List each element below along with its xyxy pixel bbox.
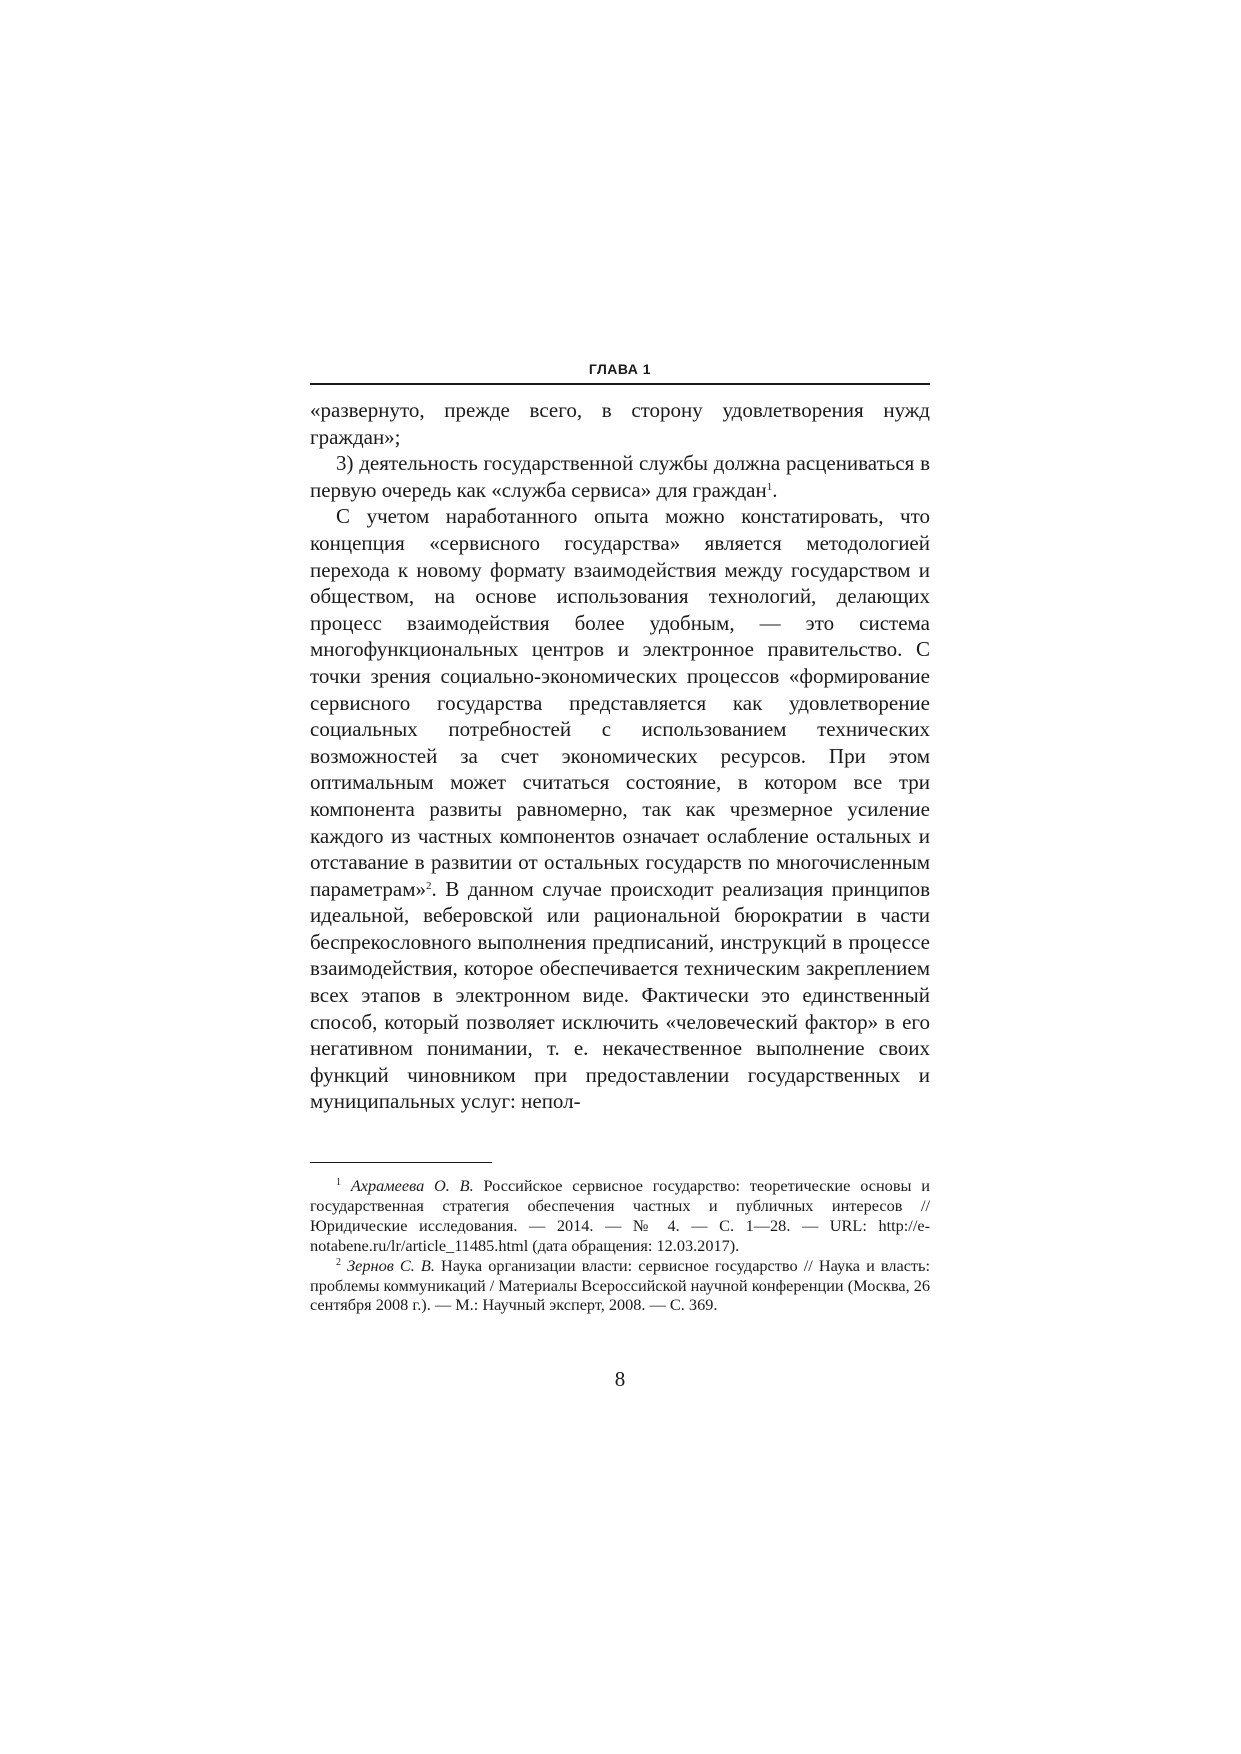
footnote-ref-2: 2 (426, 879, 432, 892)
footnote-separator (310, 1162, 492, 1163)
running-head: ГЛАВА 1 (588, 361, 652, 377)
header-rule (310, 383, 930, 385)
footnote-author: Зернов С. В. (347, 1255, 435, 1275)
footnote-2 (310, 1256, 930, 1316)
footnote-number: 1 (336, 1177, 341, 1188)
paragraph-continuation: «развернуто, прежде всего, в сторону удовлетворения нужд граждан»; (310, 398, 930, 449)
footnote-text: Российское сервисное государство: теоретические основы и государственная стратегия обеспечения частных и публичных интересов // Юридические исследования. — 2014. — № 4. — С. 1—28. — URL: http://e-notabene.ru/lr/article_11485.html (дата обращения: 12.03.2017). (310, 1176, 930, 1255)
footnotes (310, 1176, 930, 1315)
footnote-author: Ахрамеева О. В. (350, 1176, 474, 1195)
footnote-ref-1: 1 (766, 480, 773, 493)
page-number: 8 (614, 1367, 626, 1391)
paragraph-text-a: С учетом наработанного опыта можно констатировать, что концепция «сервисного государства» является методологией перехода к новому формату взаимодействия между государством и обществом, на основе использования технологий, делающих процесс взаимодействия более удобным, — это система многофункциональных центров и электронное правительство. С точки зрения социально-экономических процессов «формирование сервисного государства представляется как удовлетворение социальных потребностей с использованием технических возможностей за счет экономических ресурсов. При этом оптимальным может считаться состояние, в котором все три компонента развиты равномерно, так как чрезмерное усиление каждого из частных компонентов означает ослабление остальных и отставание в развитии от остальных государств по многочисленным параметрам» (310, 504, 930, 901)
footnote-number: 2 (336, 1256, 341, 1268)
paragraph-end: . (772, 477, 778, 502)
footnote-text: Наука организации власти: сервисное государство // Наука и власть: проблемы коммуникаций / Материалы Всероссийской научной конференции (Москва, 26 сентября 2008 г.). — М.: Научный эксперт, 2008. — С. 369. (310, 1255, 930, 1315)
footnote-1 (310, 1176, 930, 1256)
paragraph-text-b: . В данном случае происходит реализация принципов идеальной, веберовской или рациональной бюрократии в части беспрекословного выполнения предписаний, инструкций в процессе взаимодействия, которое обеспечивается техническим закреплением всех этапов в электронном виде. Фактически это единственный способ, который позволяет исключить «человеческий фактор» в его негативном понимании, т. е. некачественное выполнение своих функций чиновником при предоставлении государственных и муниципальных услуг: непол- (310, 876, 930, 1114)
paragraph-main (310, 503, 930, 1115)
paragraph-list-item-3 (310, 450, 930, 503)
paragraph-text: 3) деятельность государственной службы должна расцениваться в первую очередь как «служба сервиса» для граждан (310, 451, 930, 502)
body-text (310, 397, 930, 1115)
